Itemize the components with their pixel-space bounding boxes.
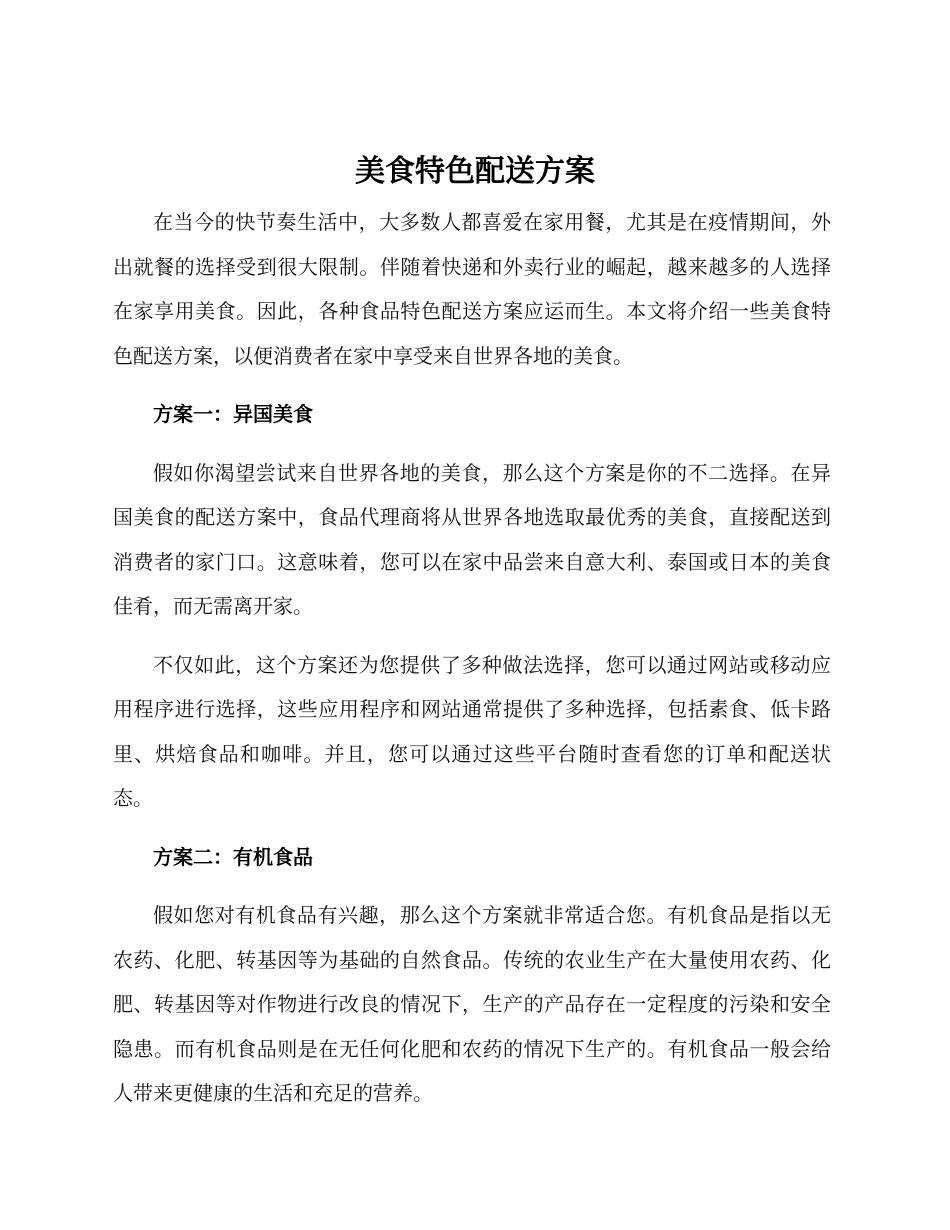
intro-paragraph: 在当今的快节奏生活中，大多数人都喜爱在家用餐，尤其是在疫情期间，外出就餐的选择受到很大限制。伴随着快递和外卖行业的崛起，越来越多的人选择在家享用美食。因此，各种食品特色配送方案应运而生。本文将介绍一些美食特色配送方案，以便消费者在家中享受来自世界各地的美食。 [113,210,831,368]
spacer [113,378,831,392]
spacer [113,629,831,643]
document-body [113,200,831,1116]
spacer [113,821,831,835]
section-heading-1: 方案一：异国美食 [153,402,313,426]
section-heading-2: 方案二：有机食品 [153,844,313,869]
section-1-paragraph-2: 不仅如此，这个方案还为您提供了多种做法选择，您可以通过网站或移动应用程序进行选择，这些应用程序和网站通常提供了多种选择，包括素食、低卡路里、烘焙食品和咖啡。并且，您可以通过这些平台随时查看您的订单和配送状态。 [113,652,831,810]
spacer [113,437,831,451]
spacer [113,879,831,893]
section-2-paragraph-1: 假如您对有机食品有兴趣，那么这个方案就非常适合您。有机食品是指以无农药、化肥、转基因等为基础的自然食品。传统的农业生产在大量使用农药、化肥、转基因等对作物进行改良的情况下，生产的产品存在一定程度的污染和安全隐患。而有机食品则是在无任何化肥和农药的情况下生产的。有机食品一般会给人带来更健康的生活和充足的营养。 [113,903,831,1105]
document-title: 美食特色配送方案 [355,154,595,189]
section-1-paragraph-1: 假如你渴望尝试来自世界各地的美食，那么这个方案是你的不二选择。在异国美食的配送方案中，食品代理商将从世界各地选取最优秀的美食，直接配送到消费者的家门口。这意味着，您可以在家中品尝来自意大利、泰国或日本的美食佳肴，而无需离开家。 [113,460,831,618]
